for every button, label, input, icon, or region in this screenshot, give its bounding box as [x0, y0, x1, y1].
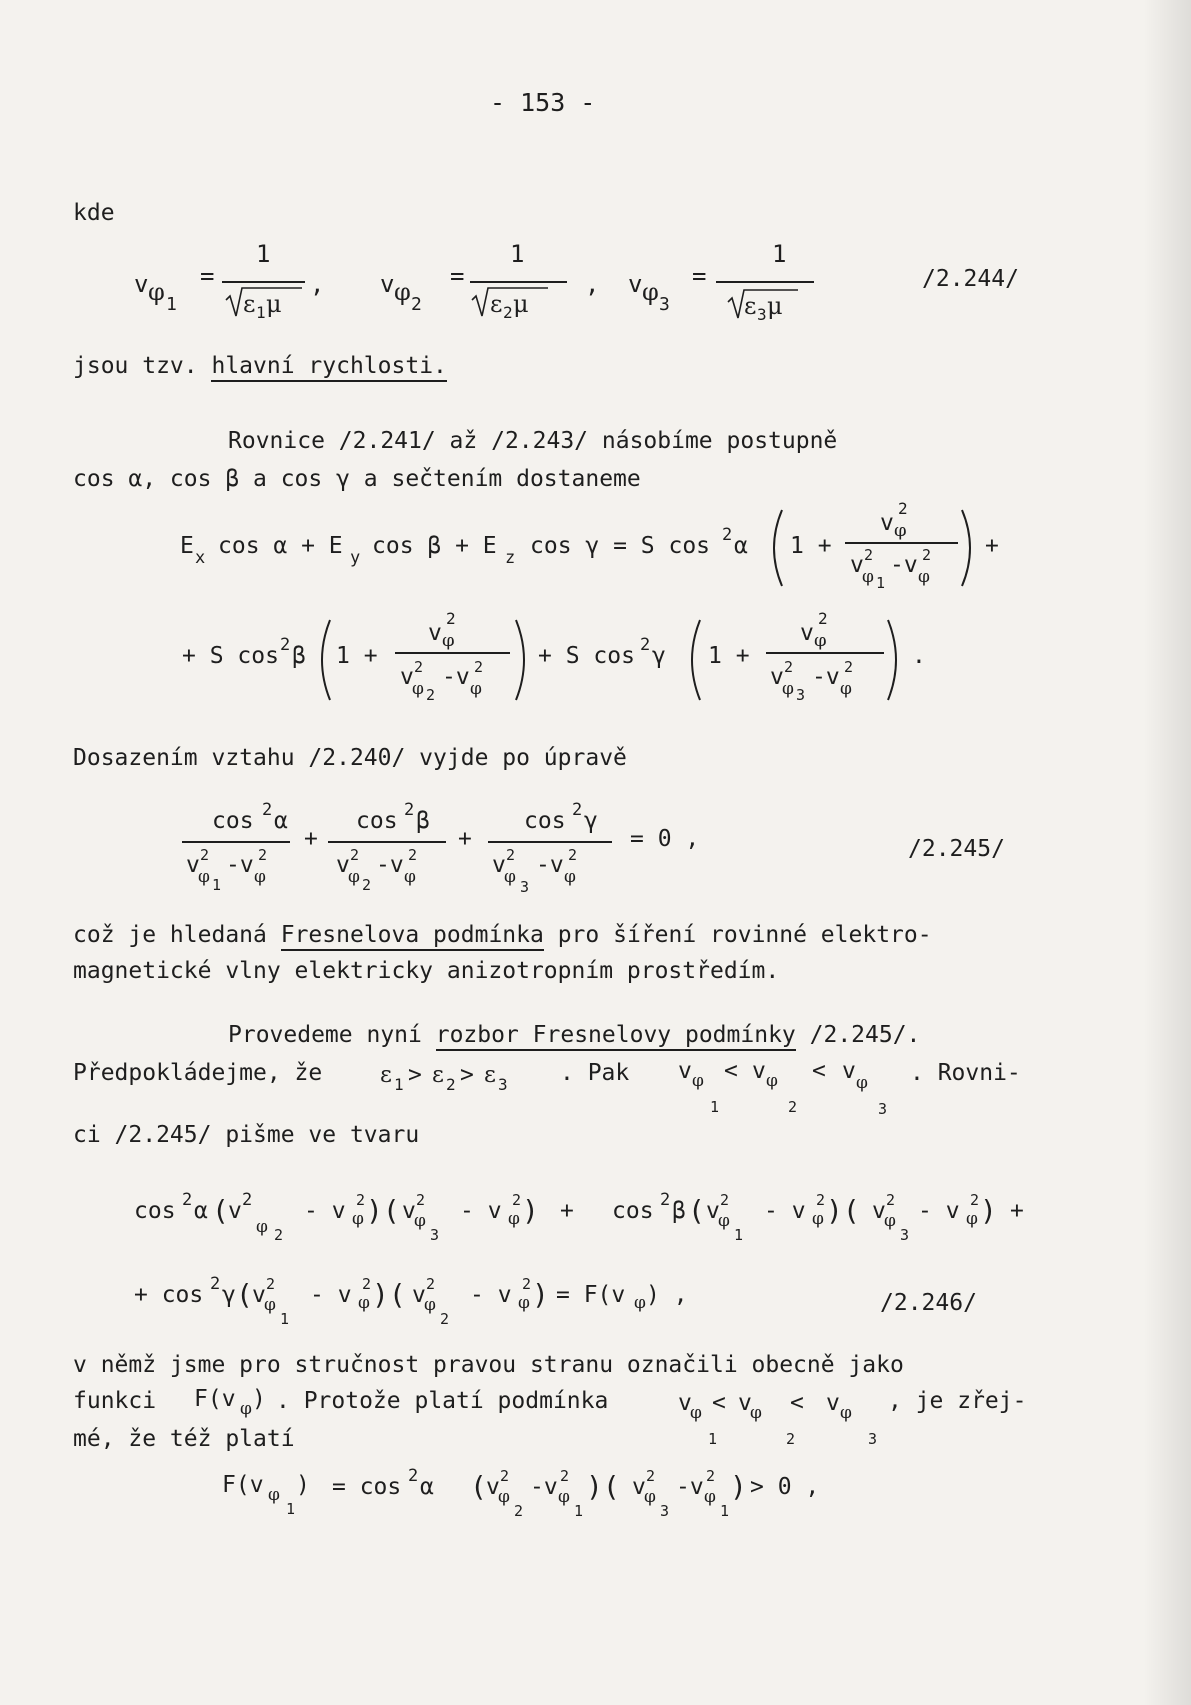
svg-text:1: 1: [876, 574, 886, 592]
svg-text:φ: φ: [256, 1217, 268, 1237]
svg-text:v: v: [826, 1390, 840, 1416]
svg-text:z: z: [505, 548, 516, 568]
svg-text:v: v: [380, 270, 395, 298]
svg-text:)(: )(: [826, 1194, 860, 1227]
equation-number-2-246: /2.246/: [880, 1290, 977, 1316]
svg-text:cos γ = S cos: cos γ = S cos: [530, 533, 711, 559]
svg-text:cos: cos: [212, 808, 254, 834]
svg-text:φ: φ: [766, 1071, 778, 1091]
svg-text:v: v: [880, 510, 894, 536]
svg-text:1 +: 1 +: [790, 533, 832, 559]
svg-text:2: 2: [258, 846, 268, 864]
svg-text:2: 2: [568, 846, 578, 864]
svg-text:v: v: [632, 1474, 646, 1500]
svg-text:cos: cos: [612, 1198, 654, 1224]
svg-text:2: 2: [646, 1467, 656, 1485]
svg-text:φ: φ: [918, 567, 930, 587]
svg-text:2: 2: [560, 1467, 570, 1485]
svg-text:+: +: [458, 826, 472, 852]
svg-text:>: >: [408, 1062, 422, 1088]
svg-text:= 0 ,: = 0 ,: [630, 826, 700, 852]
svg-text:α: α: [420, 1474, 434, 1500]
svg-text:-v: -v: [442, 664, 470, 690]
svg-text:2: 2: [784, 658, 794, 676]
svg-text:2: 2: [362, 1275, 372, 1293]
svg-text:3: 3: [430, 1226, 440, 1244]
svg-text:2: 2: [844, 658, 854, 676]
analysis-term: rozbor Fresnelovy podmínky: [436, 1022, 796, 1051]
svg-text:2: 2: [514, 1502, 524, 1520]
svg-text:2: 2: [266, 1275, 276, 1293]
svg-text:α: α: [194, 1198, 208, 1224]
svg-text:v: v: [770, 664, 784, 690]
svg-text:φ: φ: [414, 1211, 426, 1231]
svg-text:φ: φ: [840, 679, 852, 699]
svg-text:ε: ε: [380, 1062, 392, 1088]
fresnel-line1: [73, 922, 932, 948]
svg-text:3: 3: [520, 878, 530, 896]
fresnel-suffix: pro šíření rovinné elektro-: [557, 922, 932, 948]
svg-text:v: v: [800, 620, 814, 646]
svg-text:x: x: [195, 548, 206, 568]
svg-text:v: v: [850, 552, 864, 578]
svg-text:2: 2: [426, 1275, 436, 1293]
svg-text:1: 1: [394, 1075, 404, 1094]
svg-text:v: v: [428, 620, 442, 646]
conclusion-line1: v němž jsme pro stručnost pravou stranu označili obecně jako: [73, 1352, 904, 1378]
svg-text:φ: φ: [814, 630, 827, 651]
svg-text:α: α: [274, 808, 288, 834]
svg-text:,: ,: [310, 270, 325, 298]
svg-text:v: v: [678, 1058, 692, 1084]
svg-text:1 +: 1 +: [336, 643, 378, 669]
svg-text:1: 1: [212, 876, 222, 894]
svg-text:2: 2: [446, 1075, 456, 1094]
svg-text:- v: - v: [918, 1198, 960, 1224]
svg-text:2: 2: [864, 546, 874, 564]
svg-text:v: v: [678, 1390, 692, 1416]
svg-text:+ S cos: + S cos: [182, 643, 279, 669]
svg-text:2: 2: [970, 1191, 980, 1209]
svg-text:3: 3: [868, 1430, 878, 1448]
svg-text:2: 2: [440, 1310, 450, 1328]
svg-text:E: E: [180, 533, 194, 559]
svg-text:v: v: [412, 1282, 426, 1308]
svg-text:+: +: [560, 1198, 574, 1224]
svg-text:v: v: [336, 852, 350, 878]
svg-text:φ: φ: [424, 1295, 436, 1315]
svg-text:,: ,: [585, 270, 600, 298]
svg-text:- v: - v: [470, 1282, 512, 1308]
equation-number-2-245: /2.245/: [908, 836, 1005, 862]
svg-text:φ: φ: [704, 1487, 716, 1507]
analysis-line3: ci /2.245/ pišme ve tvaru: [73, 1122, 420, 1148]
svg-text:φ: φ: [642, 278, 659, 306]
svg-text:2: 2: [280, 635, 291, 655]
svg-text:2: 2: [242, 1190, 253, 1210]
svg-text:1: 1: [720, 1502, 730, 1520]
svg-text:) ,: ) ,: [646, 1282, 688, 1308]
svg-text:cos β + E: cos β + E: [372, 533, 497, 559]
svg-text:+: +: [1010, 1198, 1024, 1224]
svg-text:φ: φ: [254, 867, 266, 887]
svg-text:3: 3: [660, 1502, 670, 1520]
svg-text:2: 2: [274, 1226, 284, 1244]
analysis-line1-suffix: /2.245/.: [809, 1022, 921, 1048]
svg-text:F(v: F(v: [222, 1472, 264, 1498]
svg-text:3: 3: [757, 305, 767, 324]
conclusion-line3: mé, že též platí: [73, 1426, 295, 1452]
svg-text:): ): [522, 1194, 539, 1227]
svg-text:3: 3: [796, 686, 806, 704]
svg-text:)(: )(: [586, 1470, 620, 1503]
svg-text:1: 1: [708, 1430, 718, 1448]
svg-text:φ: φ: [558, 1487, 570, 1507]
svg-text:=: =: [692, 262, 707, 290]
svg-text:2: 2: [922, 546, 932, 564]
svg-text:2: 2: [350, 846, 360, 864]
svg-text:φ: φ: [634, 1293, 646, 1313]
svg-text:2: 2: [362, 876, 372, 894]
svg-text:): ): [532, 1278, 549, 1311]
svg-text:-v: -v: [226, 852, 254, 878]
para1-line1: Rovnice /2.241/ až /2.243/ násobíme postupně: [228, 428, 838, 454]
svg-text:): ): [296, 1472, 310, 1498]
svg-text:- v: - v: [460, 1198, 502, 1224]
svg-text:<: <: [712, 1390, 726, 1416]
svg-text:2: 2: [474, 658, 484, 676]
svg-text:φ: φ: [412, 679, 424, 699]
text-principal-velocities: [73, 353, 447, 379]
svg-text:γ: γ: [222, 1282, 236, 1308]
svg-text:μ: μ: [266, 290, 282, 318]
svg-text:2: 2: [512, 1191, 522, 1209]
svg-text:φ: φ: [264, 1295, 276, 1315]
svg-text:)(: )(: [366, 1194, 400, 1227]
svg-text:φ: φ: [692, 1071, 704, 1091]
svg-text:1: 1: [574, 1502, 584, 1520]
svg-text:ε: ε: [744, 292, 757, 320]
svg-text:φ: φ: [644, 1487, 656, 1507]
svg-text:=: =: [450, 262, 465, 290]
svg-text:2: 2: [788, 1098, 798, 1116]
svg-text:2: 2: [572, 800, 583, 820]
svg-text:μ: μ: [767, 292, 783, 320]
svg-text:φ: φ: [718, 1211, 730, 1231]
svg-text:= F(v: = F(v: [556, 1282, 626, 1308]
conclusion-line2-mid: . Protože platí podmínka: [276, 1388, 609, 1414]
page-edge-shadow: [1143, 0, 1191, 1705]
fresnel-prefix: což je hledaná: [73, 922, 267, 948]
svg-text:): ): [252, 1386, 266, 1412]
svg-text:2: 2: [446, 609, 456, 628]
svg-text:cos: cos: [134, 1198, 176, 1224]
svg-text:v: v: [402, 1198, 416, 1224]
svg-text:2: 2: [411, 294, 422, 315]
svg-text:v: v: [186, 852, 200, 878]
svg-text:- v: - v: [304, 1198, 346, 1224]
text-substitution: Dosazením vztahu /2.240/ vyjde po úpravě: [73, 745, 627, 771]
svg-text:2: 2: [660, 1190, 671, 1210]
svg-text:> 0 ,: > 0 ,: [750, 1474, 820, 1500]
svg-text:cos: cos: [356, 808, 398, 834]
fresnel-line2: magnetické vlny elektricky anizotropním prostředím.: [73, 958, 780, 984]
svg-text:v: v: [492, 852, 506, 878]
svg-text:v: v: [134, 270, 149, 298]
svg-text:3: 3: [498, 1075, 508, 1094]
svg-text:y: y: [350, 548, 361, 568]
svg-text:v: v: [706, 1198, 720, 1224]
analysis-line2-suffix: . Rovni-: [910, 1060, 1021, 1086]
svg-text:)(: )(: [372, 1278, 406, 1311]
svg-text:φ: φ: [884, 1211, 896, 1231]
svg-text:φ: φ: [750, 1403, 762, 1423]
svg-text:φ: φ: [840, 1403, 852, 1423]
svg-text:v: v: [752, 1058, 766, 1084]
svg-text:cos α + E: cos α + E: [218, 533, 343, 559]
analysis-line2-mid: . Pak: [560, 1060, 630, 1086]
para1-line2: cos α, cos β a cos γ a sečtením dostaneme: [73, 466, 641, 492]
svg-text:-v: -v: [376, 852, 404, 878]
svg-text:φ: φ: [966, 1209, 978, 1229]
svg-text:φ: φ: [198, 867, 210, 887]
svg-text:-v: -v: [676, 1474, 704, 1500]
svg-text:2: 2: [640, 635, 651, 655]
svg-text:ε: ε: [432, 1062, 444, 1088]
page-number: - 153 -: [490, 88, 596, 117]
svg-text:<: <: [790, 1390, 804, 1416]
analysis-line2-prefix: Předpokládejme, že: [73, 1060, 323, 1086]
conclusion-line2-suffix: , je zřej-: [888, 1388, 1027, 1414]
svg-text:1: 1: [256, 303, 266, 322]
svg-text:2: 2: [886, 1191, 896, 1209]
svg-text:φ: φ: [268, 1485, 280, 1505]
svg-text:2: 2: [200, 846, 210, 864]
svg-text:2: 2: [182, 1190, 193, 1210]
analysis-line1: [228, 1022, 920, 1048]
svg-text:3: 3: [900, 1226, 910, 1244]
svg-text:3: 3: [659, 294, 670, 315]
svg-text:2: 2: [416, 1191, 426, 1209]
svg-text:v: v: [400, 664, 414, 690]
svg-text:φ: φ: [442, 630, 455, 651]
svg-text:v: v: [486, 1474, 500, 1500]
svg-text:β: β: [292, 643, 306, 669]
svg-text:(: (: [212, 1194, 229, 1227]
svg-text:φ: φ: [348, 867, 360, 887]
svg-text:ε: ε: [490, 290, 503, 318]
svg-text:γ: γ: [652, 643, 666, 669]
svg-text:α: α: [734, 533, 748, 559]
svg-text:=: =: [200, 262, 215, 290]
svg-text:- v: - v: [764, 1198, 806, 1224]
svg-text:μ: μ: [513, 290, 529, 318]
svg-text:1: 1: [286, 1500, 296, 1518]
svg-text:2: 2: [786, 1430, 796, 1448]
svg-text:): ): [980, 1194, 997, 1227]
svg-text:φ: φ: [782, 679, 794, 699]
svg-text:2: 2: [816, 1191, 826, 1209]
principal-velocities-prefix: jsou tzv.: [73, 353, 198, 379]
svg-text:v: v: [228, 1198, 242, 1224]
svg-text:.: .: [912, 643, 926, 669]
svg-text:φ: φ: [508, 1209, 520, 1229]
svg-text:+: +: [985, 533, 999, 559]
svg-text:>: >: [460, 1062, 474, 1088]
fresnel-term: Fresnelova podmínka: [281, 922, 544, 951]
svg-text:φ: φ: [498, 1487, 510, 1507]
svg-text:φ: φ: [856, 1073, 868, 1093]
svg-text:2: 2: [722, 525, 733, 545]
svg-text:<: <: [724, 1058, 738, 1084]
principal-velocities-term: hlavní rychlosti.: [211, 353, 446, 382]
svg-text:φ: φ: [148, 278, 165, 306]
svg-text:φ: φ: [518, 1293, 530, 1313]
svg-text:-v: -v: [530, 1474, 558, 1500]
svg-text:ε: ε: [484, 1062, 496, 1088]
svg-text:2: 2: [506, 846, 516, 864]
svg-text:β: β: [416, 808, 430, 834]
svg-text:(: (: [688, 1194, 705, 1227]
svg-text:2: 2: [356, 1191, 366, 1209]
analysis-line1-prefix: Provedeme nyní: [228, 1022, 422, 1048]
svg-text:v: v: [628, 270, 643, 298]
svg-text:v: v: [252, 1282, 266, 1308]
conclusion-line2-prefix: funkci: [73, 1388, 157, 1414]
svg-text:v: v: [842, 1058, 856, 1084]
svg-text:): ): [730, 1470, 747, 1503]
svg-text:2: 2: [404, 800, 415, 820]
svg-text:ε: ε: [243, 290, 256, 318]
svg-text:1: 1: [734, 1226, 744, 1244]
svg-text:φ: φ: [240, 1399, 252, 1419]
svg-text:γ: γ: [584, 808, 598, 834]
svg-text:φ: φ: [564, 867, 576, 887]
svg-text:1: 1: [772, 240, 787, 268]
svg-text:1 +: 1 +: [708, 643, 750, 669]
svg-text:+: +: [304, 826, 318, 852]
svg-text:<: <: [812, 1058, 826, 1084]
svg-text:2: 2: [210, 1274, 221, 1294]
svg-text:-v: -v: [812, 664, 840, 690]
svg-text:-v: -v: [536, 852, 564, 878]
equation-number-2-244: /2.244/: [922, 266, 1019, 292]
svg-text:(: (: [470, 1470, 487, 1503]
svg-text:+ S cos: + S cos: [538, 643, 635, 669]
svg-text:2: 2: [818, 609, 828, 628]
svg-text:2: 2: [706, 1467, 716, 1485]
svg-text:2: 2: [408, 846, 418, 864]
svg-text:φ: φ: [404, 867, 416, 887]
svg-text:-v: -v: [890, 552, 918, 578]
svg-text:v: v: [872, 1198, 886, 1224]
text-intro: kde: [73, 200, 115, 226]
svg-text:2: 2: [414, 658, 424, 676]
svg-text:φ: φ: [894, 520, 907, 541]
svg-text:+ cos: + cos: [134, 1282, 204, 1308]
svg-text:v: v: [738, 1390, 752, 1416]
svg-text:β: β: [672, 1198, 686, 1224]
svg-text:2: 2: [522, 1275, 532, 1293]
svg-text:- v: - v: [310, 1282, 352, 1308]
svg-text:1: 1: [280, 1310, 290, 1328]
svg-text:2: 2: [262, 800, 273, 820]
svg-text:(: (: [236, 1278, 253, 1311]
svg-text:2: 2: [500, 1467, 510, 1485]
svg-text:φ: φ: [504, 867, 516, 887]
svg-text:= cos: = cos: [332, 1474, 402, 1500]
svg-text:1: 1: [510, 240, 525, 268]
svg-text:2: 2: [898, 499, 908, 518]
svg-text:2: 2: [408, 1466, 419, 1486]
svg-text:2: 2: [426, 686, 436, 704]
svg-text:1: 1: [166, 294, 177, 315]
svg-text:1: 1: [710, 1098, 720, 1116]
svg-text:2: 2: [720, 1191, 730, 1209]
svg-text:φ: φ: [470, 679, 482, 699]
svg-text:cos: cos: [524, 808, 566, 834]
svg-text:φ: φ: [358, 1293, 370, 1313]
svg-text:φ: φ: [812, 1209, 824, 1229]
svg-text:φ: φ: [394, 278, 411, 306]
svg-text:1: 1: [256, 240, 271, 268]
svg-text:2: 2: [503, 303, 513, 322]
svg-text:3: 3: [878, 1100, 888, 1118]
svg-text:φ: φ: [862, 567, 874, 587]
svg-text:φ: φ: [352, 1209, 364, 1229]
svg-text:φ: φ: [690, 1403, 702, 1423]
svg-text:F(v: F(v: [194, 1386, 236, 1412]
